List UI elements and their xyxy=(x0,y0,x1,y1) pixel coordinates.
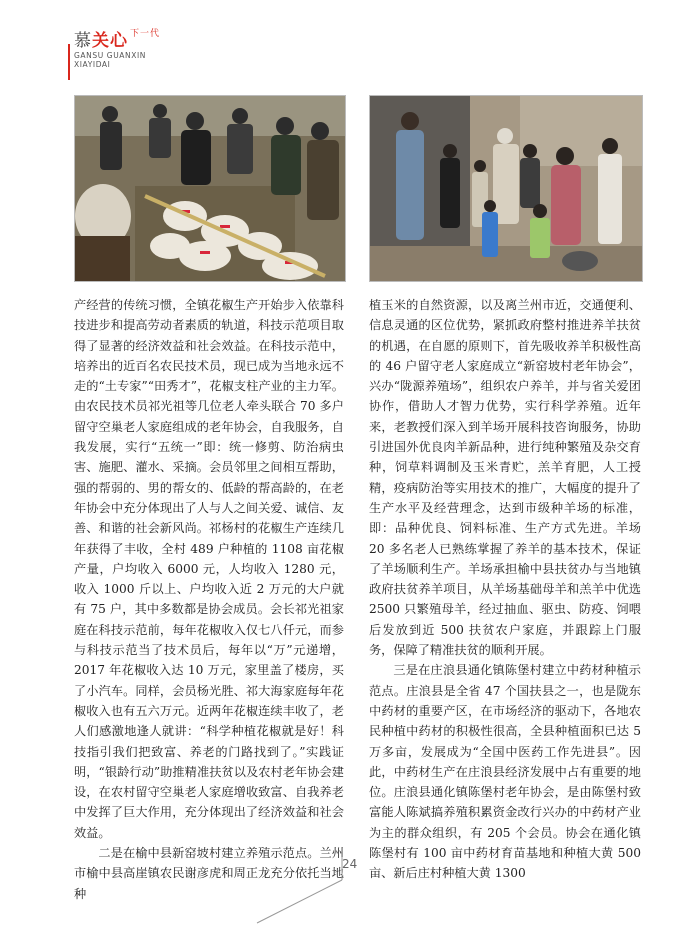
masthead-title-part: 慕 xyxy=(74,31,92,51)
masthead-subtitle-1: GANSU GUANXIN xyxy=(74,51,146,60)
paragraph: 二是在榆中县新窑坡村建立养殖示范点。兰州市榆中县高崖镇农民谢彦虎和周正龙充分依托当地种 xyxy=(74,846,344,901)
photo-farmers-with-sheep xyxy=(74,95,346,282)
masthead-title-heart: 关心 xyxy=(92,31,128,51)
article-column-left xyxy=(74,295,344,904)
sheep-photo-illustration xyxy=(75,96,345,281)
article-column-right xyxy=(369,295,641,884)
paragraph: 产经营的传统习惯，全镇花椒生产开始步入依靠科技进步和提高劳动者素质的轨道，科技示范项目取得了显著的经济效益和社会效益。在科技示范中，培养出的近百名农民技术员，现已成为当地永远不走的“土专家”“田秀才”，花椒支柱产业的主力军。由农民技术员祁光祖等几位老人牵头联合 70 多户留守空巢老人家庭组成的老年协会，自我服务，自我发展，实行“五统一”即：统一修剪、防治病虫害、施肥、灌水、采摘。会员邻里之间相互帮助，强的帮弱的、男的帮女的、低龄的帮高龄的，在老年协会中充分体现出了人与人之间关爱、诚信、友善、和谐的社会新风尚。祁杨村的花椒生产连续几年获得了丰收，全村 489 户种植的 1108 亩花椒产量，户均收入 6000 元，人均收入 1280 元，收入 1000 斤以上、户均收入近 2 万元的大户就有 75 户，其中多数都是协会成员。会长祁光祖家庭在科技示范前，每年花椒收入仅七八仟元，而参与科技示范当了技术员后，每年以“万”元递增，2017 年花椒收入达 10 万元，家里盖了楼房，买了小汽车。同样，会员杨光胜、祁大海家庭每年花椒收入也有五六万元。近两年花椒连续丰收了，老人们感激地逢人就讲：“科学种植花椒就是好！科技指引我们把致富、养老的门路找到了。”实践证明，“银龄行动”助推精准扶贫以及农村老年协会建设，在农村留守空巢老人家庭增收致富、自我养老中发挥了巨大作用，充分体现出了经济效益和社会效益。 xyxy=(74,298,344,840)
photo-villagers-with-children xyxy=(369,95,643,282)
masthead-accent-bar xyxy=(68,44,70,80)
masthead-title-suffix: 下一代 xyxy=(130,29,161,39)
page-number: 24 xyxy=(342,857,358,871)
masthead-title xyxy=(74,26,274,51)
masthead xyxy=(74,26,274,86)
villagers-photo-illustration xyxy=(370,96,642,281)
paragraph: 三是在庄浪县通化镇陈堡村建立中药材种植示范点。庄浪县是全省 47 个国扶县之一，也是陇东中药材的重要产区，在市场经济的驱动下，各地农民种植中药材的积极性很高，全县种植面积已达 5 万多亩，发展成为“全国中医药工作先进县”。因此，中药材生产在庄浪县经济发展中占有重要的地位。庄浪县通化镇陈堡村老年协会，是由陈堡村致富能人陈斌搞养殖积累资金改行兴办的中药材产业为主的群众组织，有 205 个会员。协会在通化镇陈堡村有 100 亩中药材育苗基地和种植大黄 500 亩、新后庄村种植大黄 1300 xyxy=(369,663,641,881)
paragraph: 植玉米的自然资源，以及离兰州市近，交通便利、信息灵通的区位优势，紧抓政府整村推进养羊扶贫的机遇，在自愿的原则下，首先吸收养羊积极性高的 46 户留守老人家庭成立“新窑坡村老年协会”，兴办“陇源养殖场”，组织农户养羊，并与省关爱团协作，借助人才智力优势，实行科学养殖。近年来，老教授们深入到羊场开展科技咨询服务，协助引进国外优良肉羊新品种，进行纯种繁殖及杂交育种，饲草料调制及玉米青贮，羔羊育肥，人工授精，疫病防治等实用技术的推广，大幅度的提升了生产水平及经营理念，达到市级种羊场的标准，即：品种优良、饲料标准、生产方式先进。羊场 20 多名老人已熟练掌握了养羊的基本技术，保证了羊场顺利生产。羊场承担榆中县扶贫办与当地镇政府扶贫养羊项目，从羊场基础母羊和羔羊中优选 2500 只繁殖母羊，经过抽血、驱虫、防疫、饲喂后发放到近 500 扶贫农户家庭，并跟踪上门服务，保障了精准扶贫的顺利开展。 xyxy=(369,298,641,658)
masthead-subtitle-2: XIAYIDAI xyxy=(74,60,111,69)
